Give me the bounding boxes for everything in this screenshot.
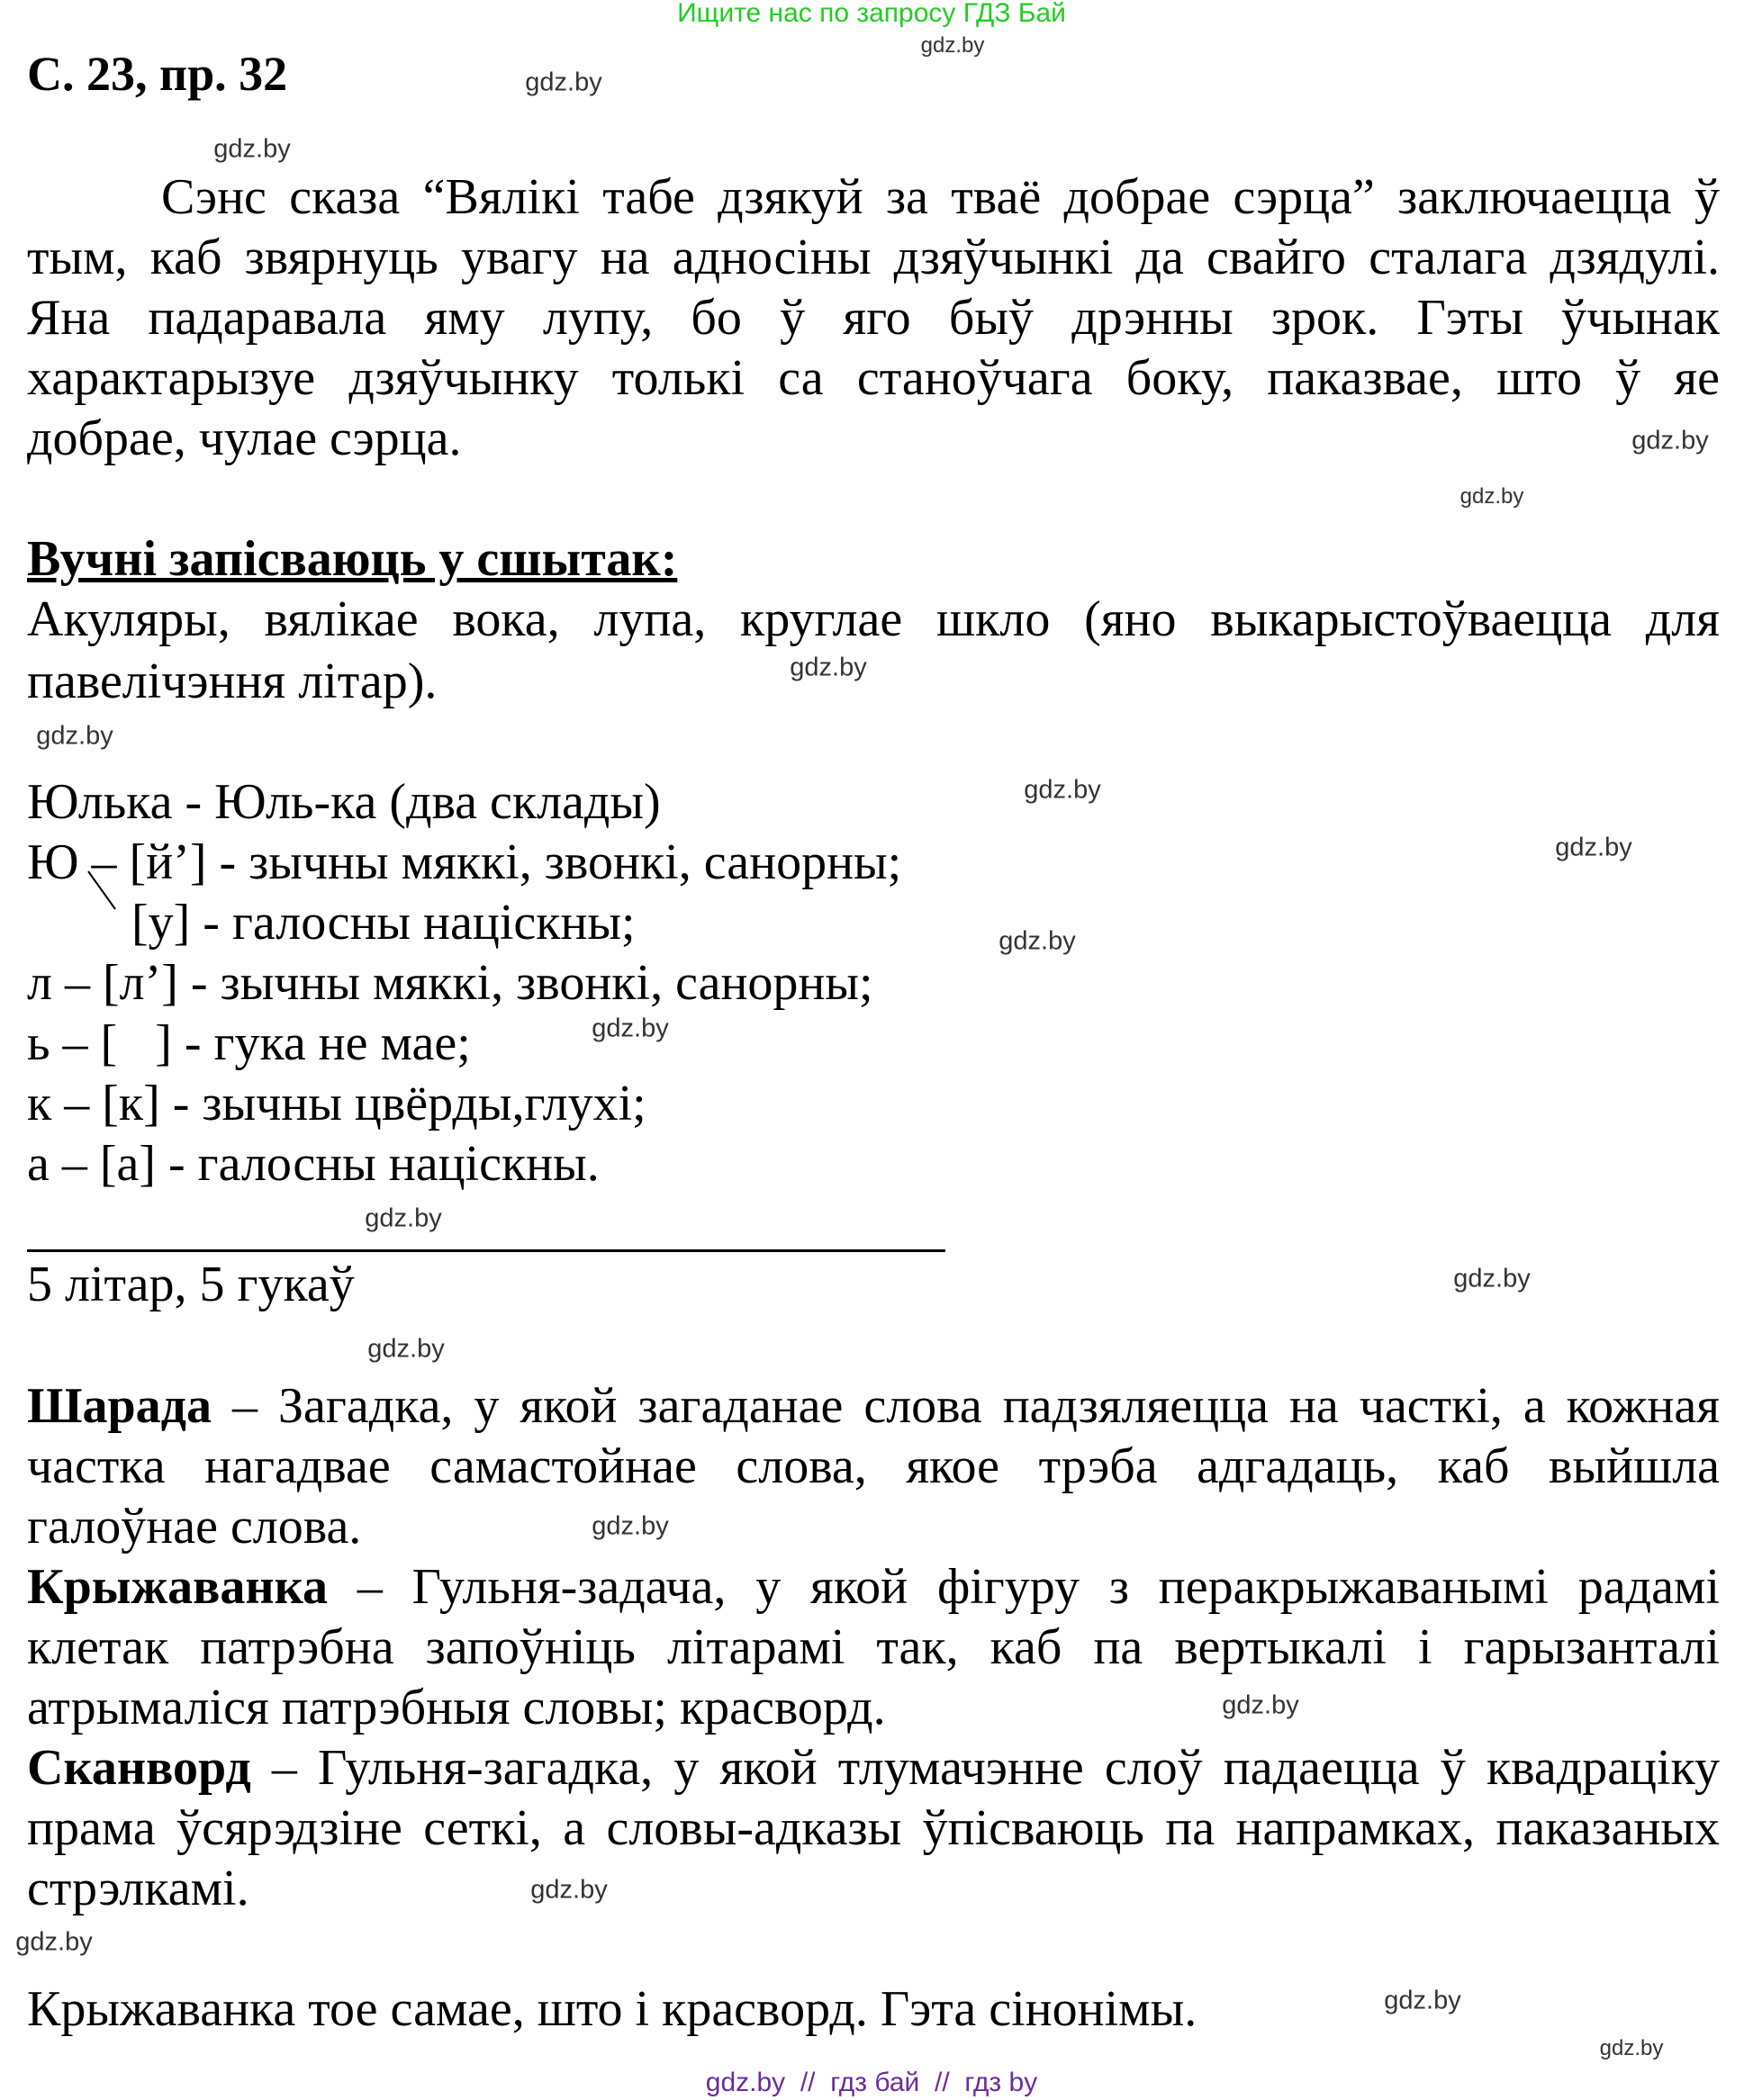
watermark: gdz.by xyxy=(999,926,1076,956)
analysis-line: Ю – [й’] - зычны мяккі, звонкі, санорны; xyxy=(27,834,902,890)
definition-term: Сканворд xyxy=(27,1740,251,1796)
watermark: gdz.by xyxy=(790,653,867,682)
definition-line: частка нагадвае самастойнае слова, якое трэба адгадаць, каб выйшла xyxy=(27,1438,1720,1494)
paragraph-line: характарызуе дзяўчынку толькі са станоўчага боку, паказвае, што ў яе xyxy=(27,350,1720,406)
watermark: gdz.by xyxy=(920,33,985,58)
analysis-line: Юлька - Юль-ка (два склады) xyxy=(27,774,661,830)
watermark: gdz.by xyxy=(1631,426,1709,455)
watermark: gdz.by xyxy=(1453,1264,1531,1293)
watermark: gdz.by xyxy=(1599,2036,1664,2060)
definition-line xyxy=(27,1376,1720,1437)
definition-line: прама ўсярэдзіне сеткі, а словы-адказы ўпісваюць па напрамках, паказаных xyxy=(27,1800,1720,1856)
watermark: gdz.by xyxy=(15,1927,93,1957)
definition-term: Крыжаванка xyxy=(27,1559,329,1615)
analysis-line: ь – [ ] - гука не мае; xyxy=(27,1015,471,1071)
watermark: gdz.by xyxy=(213,134,291,164)
footer-links: gdz.by // гдз бай // гдз by xyxy=(705,2068,1038,2097)
watermark: gdz.by xyxy=(365,1203,442,1233)
paragraph-line: Яна падаравала яму лупу, бо ў яго быў дрэнны зрок. Гэты ўчынак xyxy=(27,290,1720,346)
search-banner: Ищите нас по запросу ГДЗ Бай xyxy=(677,0,1066,28)
analysis-line: л – [л’] - зычны мяккі, звонкі, санорны; xyxy=(27,955,873,1011)
branch-line-icon xyxy=(0,0,180,990)
watermark: gdz.by xyxy=(1384,1986,1461,2015)
watermark: gdz.by xyxy=(367,1334,445,1364)
notebook-heading: Вучні запісваюць у сшытак: xyxy=(27,531,678,587)
watermark: gdz.by xyxy=(530,1875,608,1905)
analysis-line: [у] - галосны націскны; xyxy=(131,895,636,951)
analysis-line: а – [а] - галосны націскны. xyxy=(27,1136,600,1192)
watermark: gdz.by xyxy=(1459,484,1524,509)
definition-line: галоўнае слова. xyxy=(27,1499,362,1555)
watermark: gdz.by xyxy=(36,721,113,751)
definition-term: Шарада xyxy=(27,1378,212,1434)
watermark: gdz.by xyxy=(1555,833,1632,862)
watermark: gdz.by xyxy=(592,1014,669,1043)
watermark: gdz.by xyxy=(1024,775,1101,805)
notebook-line: Акуляры, вялікае вока, лупа, круглае шкло (яно выкарыстоўваецца для xyxy=(27,591,1720,647)
definition-text: – Загадка, у якой загаданае слова падзяляецца на часткі, а кожная xyxy=(211,1378,1720,1434)
paragraph-line: тым, каб звярнуць увагу на адносіны дзяўчынкі да свайго сталага дзядулі. xyxy=(27,230,1720,285)
definition-text: – Гульня-задача, у якой фігуру з перакрыжаванымі радамі xyxy=(328,1559,1720,1615)
paragraph-line: добрае, чулае сэрца. xyxy=(27,410,462,466)
definition-line: атрымаліся патрэбныя словы; красворд. xyxy=(27,1680,886,1735)
definition-line xyxy=(27,1557,1720,1618)
watermark: gdz.by xyxy=(1222,1690,1299,1720)
definition-line xyxy=(27,1738,1720,1798)
paragraph-line: Сэнс сказа “Вялікі табе дзякуй за тваё добрае сэрца” заключаецца ў xyxy=(161,169,1720,225)
notebook-line: павелічэння літар). xyxy=(27,653,438,709)
watermark: gdz.by xyxy=(592,1511,669,1541)
page-title: С. 23, пр. 32 xyxy=(27,47,288,101)
analysis-line: к – [к] - зычны цвёрды,глухі; xyxy=(27,1076,646,1131)
conclusion: Крыжаванка тое самае, што і красворд. Гэта сінонімы. xyxy=(27,1981,1197,2037)
definition-text: – Гульня-загадка, у якой тлумачэнне слоў падаецца ў квадраціку xyxy=(250,1740,1720,1796)
definition-line: стрэлкамі. xyxy=(27,1861,249,1916)
divider xyxy=(27,1249,945,1252)
summary: 5 літар, 5 гукаў xyxy=(27,1257,355,1312)
definition-line: клетак патрэбна запоўніць літарамі так, каб па вертыкалі і гарызанталі xyxy=(27,1619,1720,1675)
watermark: gdz.by xyxy=(525,68,602,97)
